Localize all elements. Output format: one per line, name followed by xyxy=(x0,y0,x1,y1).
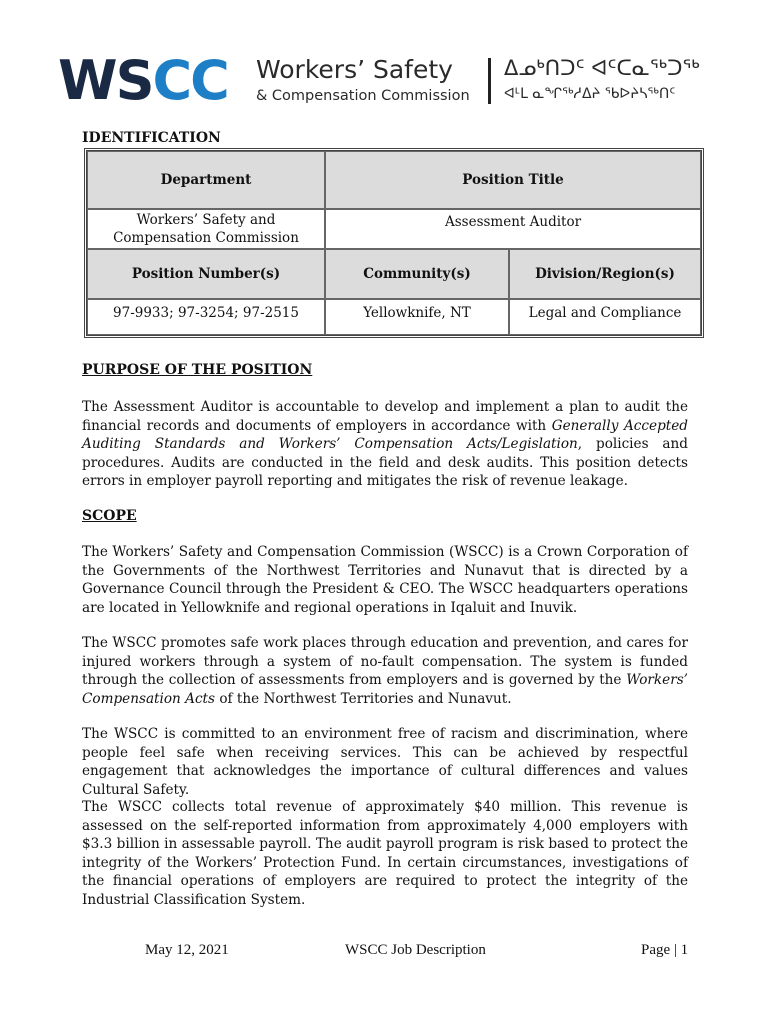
division-value: Legal and Compliance xyxy=(509,299,701,335)
community-header: Community(s) xyxy=(325,249,509,299)
position-numbers-value: 97-9933; 97-3254; 97-2515 xyxy=(87,299,325,335)
syllabics-line-1: ᐃᓄᒃᑎᑐᑦ ᐊᑦᑕᓇᖅᑐᖅ xyxy=(504,56,700,80)
department-value: Workers’ Safety and Compensation Commission xyxy=(87,209,325,249)
identification-heading: IDENTIFICATION xyxy=(82,130,221,146)
purpose-heading: PURPOSE OF THE POSITION xyxy=(82,362,313,378)
division-header: Division/Region(s) xyxy=(509,249,701,299)
scope-paragraph-1: The Workers’ Safety and Compensation Commission (WSCC) is a Crown Corporation of the Governments of the Northwest Territories and Nunavut that is directed by a Governance Council through the President & CEO. The WSCC headquarters operations are located in Yellowknife and regional operations in Iqaluit and Inuvik. xyxy=(82,544,688,616)
scope-paragraph-2: The WSCC promotes safe work places through education and prevention, and cares for injured workers through a system of no-fault compensation. The system is funded through the collection of assessments from employers and is governed by the Workers’ Compensation Acts of the Northwest Territories and Nunavut. xyxy=(82,635,688,707)
syllabics-line-2: ᐊᒻᒪ ᓇᖏᖅᓱᐃᔨ ᖃᐅᔨᓴᖅᑎᑦ xyxy=(504,86,676,102)
position-numbers-header: Position Number(s) xyxy=(87,249,325,299)
identification-table xyxy=(84,148,704,338)
scope-paragraph-4: The WSCC collects total revenue of approximately $40 million. This revenue is assessed on the self-reported information from approximately 4,000 employers with $3.3 billion in assessable payroll. The audit payroll program is risk based to protect the integrity of the Workers’ Protection Fund. In certain circumstances, investigations of the financial operations of employers are required to protect the integrity of the Industrial Classification System. xyxy=(82,799,688,908)
scope-heading: SCOPE xyxy=(82,508,137,524)
department-header: Department xyxy=(87,151,325,209)
position-title-header: Position Title xyxy=(325,151,701,209)
wscc-logo-mark: WSCC xyxy=(58,49,228,112)
logo-divider xyxy=(488,58,491,104)
org-name: Workers’ Safety xyxy=(256,55,453,84)
footer-doc-name: WSCC Job Description xyxy=(345,942,486,958)
position-title-value: Assessment Auditor xyxy=(325,209,701,249)
org-subtitle: & Compensation Commission xyxy=(256,88,470,104)
footer-date: May 12, 2021 xyxy=(145,942,229,958)
scope-paragraph-3: The WSCC is committed to an environment free of racism and discrimination, where people feel safe when receiving services. This can be achieved by respectful engagement that acknowledges the importance of cultural differences and values Cultural Safety. xyxy=(82,726,688,798)
wscc-logo xyxy=(58,50,718,112)
community-value: Yellowknife, NT xyxy=(325,299,509,335)
footer-page-number: Page | 1 xyxy=(641,942,689,958)
purpose-paragraph: The Assessment Auditor is accountable to develop and implement a plan to audit the financial records and documents of employers in accordance with Generally Accepted Auditing Standards and Workers’ Compensation Acts/Legislation, policies and procedures. Audits are conducted in the field and desk audits. This position detects errors in employer payroll reporting and mitigates the risk of revenue leakage. xyxy=(82,399,688,489)
